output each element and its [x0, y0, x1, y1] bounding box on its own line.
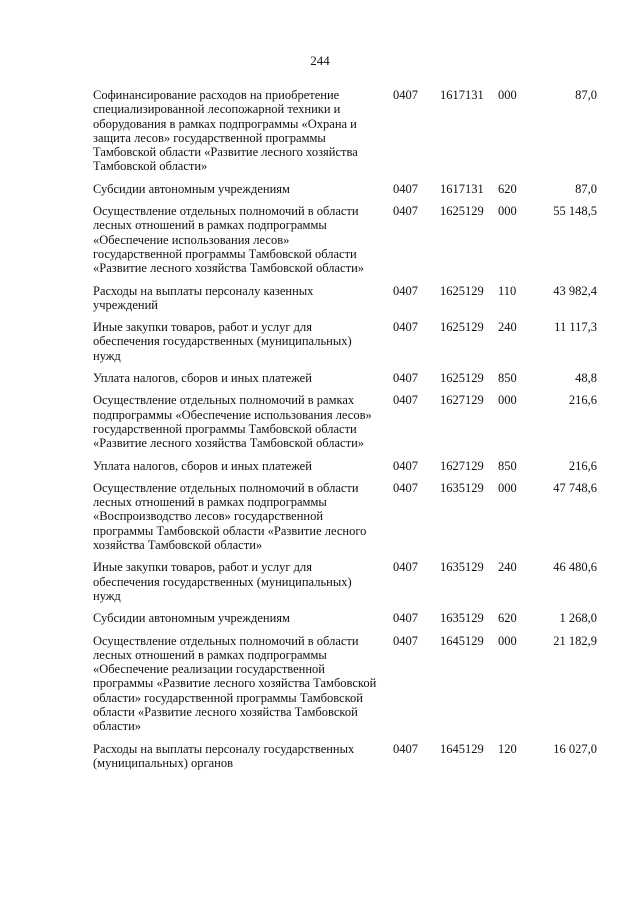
- row-name: Иные закупки товаров, работ и услуг для обеспечения государственных (муниципальных) нужд: [93, 560, 352, 603]
- row-expense-type-code: 000: [498, 88, 517, 102]
- row-article-code: 1625129: [440, 283, 484, 298]
- row-section-code: 0407: [393, 741, 418, 756]
- row-expense-type-code: 110: [498, 283, 517, 298]
- row-article-code: 1625129: [440, 320, 484, 335]
- row-amount: 55 148,5: [553, 204, 597, 219]
- row-name: Осуществление отдельных полномочий в рамках подпрограммы «Обеспечение использования лесов» государственной программы Тамбовской области «Развитие лесного хозяйства Тамбовской области»: [93, 393, 372, 451]
- row-article-code: 1627129: [440, 393, 484, 408]
- table-row: [93, 204, 605, 275]
- table-row: [93, 742, 605, 771]
- table-row: [93, 182, 605, 196]
- table-row: [93, 320, 605, 363]
- row-section-code: 0407: [393, 371, 418, 386]
- row-article-code: 1635129: [440, 480, 484, 495]
- row-amount: 43 982,4: [553, 283, 597, 298]
- row-article-code: 1645129: [440, 633, 484, 648]
- row-section-code: 0407: [393, 181, 418, 196]
- table-row: [93, 611, 605, 625]
- row-section-code: 0407: [393, 560, 418, 575]
- row-article-code: 1645129: [440, 741, 484, 756]
- row-amount: 1 268,0: [559, 611, 597, 626]
- row-expense-type-code: 120: [498, 741, 517, 756]
- row-amount: 16 027,0: [553, 741, 597, 756]
- row-article-code: 1635129: [440, 611, 484, 626]
- row-article-code: 1635129: [440, 560, 484, 575]
- row-name: Уплата налогов, сборов и иных платежей: [93, 458, 312, 473]
- row-amount: 11 117,3: [554, 320, 597, 335]
- row-expense-type-code: 000: [498, 393, 517, 408]
- row-section-code: 0407: [393, 458, 418, 473]
- row-name: Расходы на выплаты персоналу государственных (муниципальных) органов: [93, 741, 355, 770]
- row-name: Расходы на выплаты персоналу казенных учреждений: [93, 283, 314, 312]
- table-row: [93, 284, 605, 313]
- row-amount: 87,0: [575, 88, 597, 102]
- table-row: [93, 634, 605, 734]
- table-row: [93, 393, 605, 450]
- table-row: [93, 560, 605, 603]
- table-row: [93, 88, 605, 174]
- row-expense-type-code: 000: [498, 204, 517, 219]
- row-expense-type-code: 000: [498, 633, 517, 648]
- row-section-code: 0407: [393, 283, 418, 298]
- row-amount: 87,0: [575, 181, 597, 196]
- row-article-code: 1617131: [440, 181, 484, 196]
- row-expense-type-code: 620: [498, 181, 517, 196]
- row-expense-type-code: 850: [498, 458, 517, 473]
- row-expense-type-code: 240: [498, 560, 517, 575]
- row-section-code: 0407: [393, 611, 418, 626]
- row-amount: 47 748,6: [553, 480, 597, 495]
- row-name: Осуществление отдельных полномочий в области лесных отношений в рамках подпрограммы «Воспроизводство лесов» государственной программы Тамбовской области «Развитие лесного хозяйства Тамбовской области»: [93, 480, 367, 553]
- row-amount: 216,6: [568, 458, 597, 473]
- row-article-code: 1625129: [440, 371, 484, 386]
- row-name: Субсидии автономным учреждениям: [93, 611, 290, 626]
- row-name: Осуществление отдельных полномочий в области лесных отношений в рамках подпрограммы «Обеспечение использования лесов» государственной программы Тамбовской области «Развитие лесного хозяйства Тамбовской области»: [93, 204, 365, 276]
- row-name: Уплата налогов, сборов и иных платежей: [93, 371, 312, 386]
- row-name: Субсидии автономным учреждениям: [93, 181, 290, 196]
- row-amount: 21 182,9: [553, 633, 597, 648]
- row-section-code: 0407: [393, 320, 418, 335]
- row-section-code: 0407: [393, 204, 418, 219]
- row-expense-type-code: 000: [498, 480, 517, 495]
- row-name: Иные закупки товаров, работ и услуг для обеспечения государственных (муниципальных) нужд: [93, 320, 352, 363]
- table-row: [93, 481, 605, 552]
- row-amount: 216,6: [568, 393, 597, 408]
- row-name: Осуществление отдельных полномочий в области лесных отношений в рамках подпрограммы «Обеспечение реализации государственной программы «Развитие лесного хозяйства Тамбовской области» государственной программы Тамбовской области «Развитие лесного хозяйства Тамбовской области»: [93, 633, 377, 734]
- row-section-code: 0407: [393, 633, 418, 648]
- row-expense-type-code: 620: [498, 611, 517, 626]
- row-section-code: 0407: [393, 480, 418, 495]
- row-name: Софинансирование расходов на приобретение специализированной лесопожарной техники и оборудования в рамках подпрограммы «Охрана и защита лесов» государственной программы Тамбовской области «Развитие лесного хозяйства Тамбовской области»: [93, 88, 358, 174]
- row-article-code: 1625129: [440, 204, 484, 219]
- row-section-code: 0407: [393, 393, 418, 408]
- row-article-code: 1617131: [440, 88, 484, 102]
- budget-table: [93, 88, 605, 778]
- row-expense-type-code: 240: [498, 320, 517, 335]
- row-expense-type-code: 850: [498, 371, 517, 386]
- row-article-code: 1627129: [440, 458, 484, 473]
- page-number: 244: [310, 53, 330, 68]
- row-amount: 46 480,6: [553, 560, 597, 575]
- row-amount: 48,8: [575, 371, 597, 386]
- row-section-code: 0407: [393, 88, 418, 102]
- table-row: [93, 371, 605, 385]
- table-row: [93, 459, 605, 473]
